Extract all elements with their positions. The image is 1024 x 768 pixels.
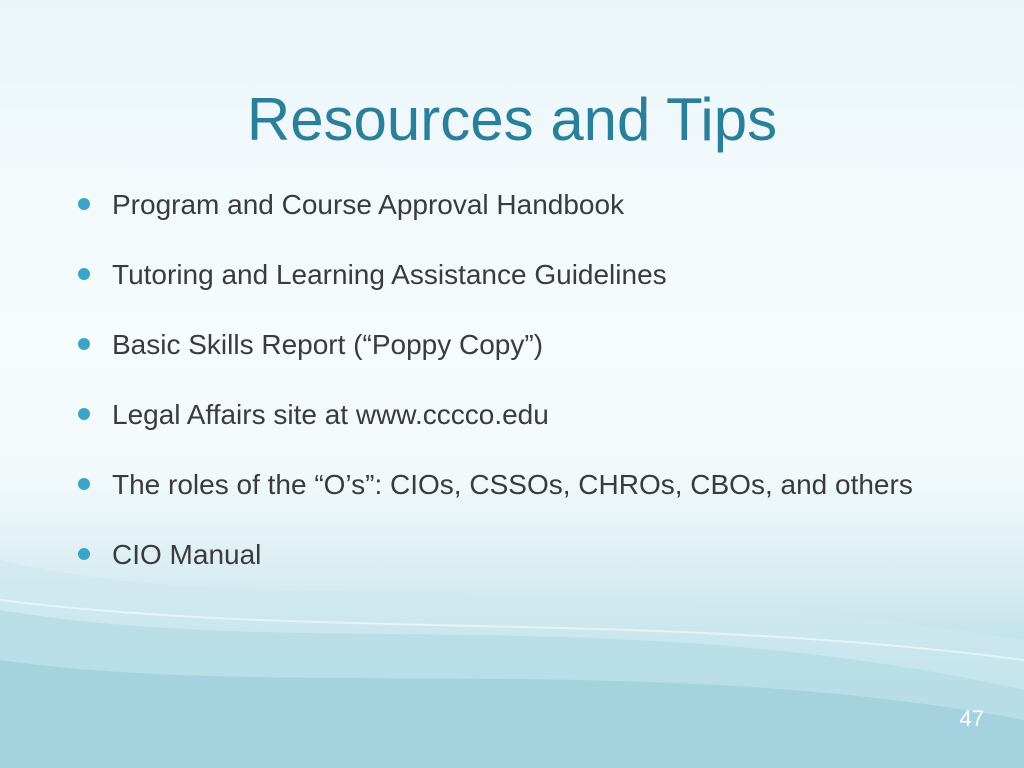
bullet-dot-icon (78, 338, 90, 350)
slide-title: Resources and Tips (246, 86, 778, 153)
bullet-item (72, 468, 972, 502)
bullet-item (72, 398, 972, 432)
bullet-dot-icon (78, 408, 90, 420)
bullet-text: Legal Affairs site at www.cccco.edu (112, 399, 549, 430)
bullet-dot-icon (78, 478, 90, 490)
bullet-item (72, 538, 972, 572)
bullet-item (72, 328, 972, 362)
bullet-item (72, 188, 972, 222)
bullet-dot-icon (78, 268, 90, 280)
bullet-item (72, 258, 972, 292)
bullet-text: Basic Skills Report (“Poppy Copy”) (112, 329, 544, 360)
bullet-text: The roles of the “O’s”: CIOs, CSSOs, CHROs, CBOs, and others (112, 469, 913, 500)
bullet-text: Program and Course Approval Handbook (112, 189, 625, 220)
bullet-list (72, 188, 972, 608)
bullet-text: Tutoring and Learning Assistance Guidelines (112, 259, 667, 290)
bullet-text: CIO Manual (112, 539, 262, 570)
bullet-dot-icon (78, 548, 90, 560)
bullet-dot-icon (78, 198, 90, 210)
page-number: 47 (959, 706, 984, 731)
